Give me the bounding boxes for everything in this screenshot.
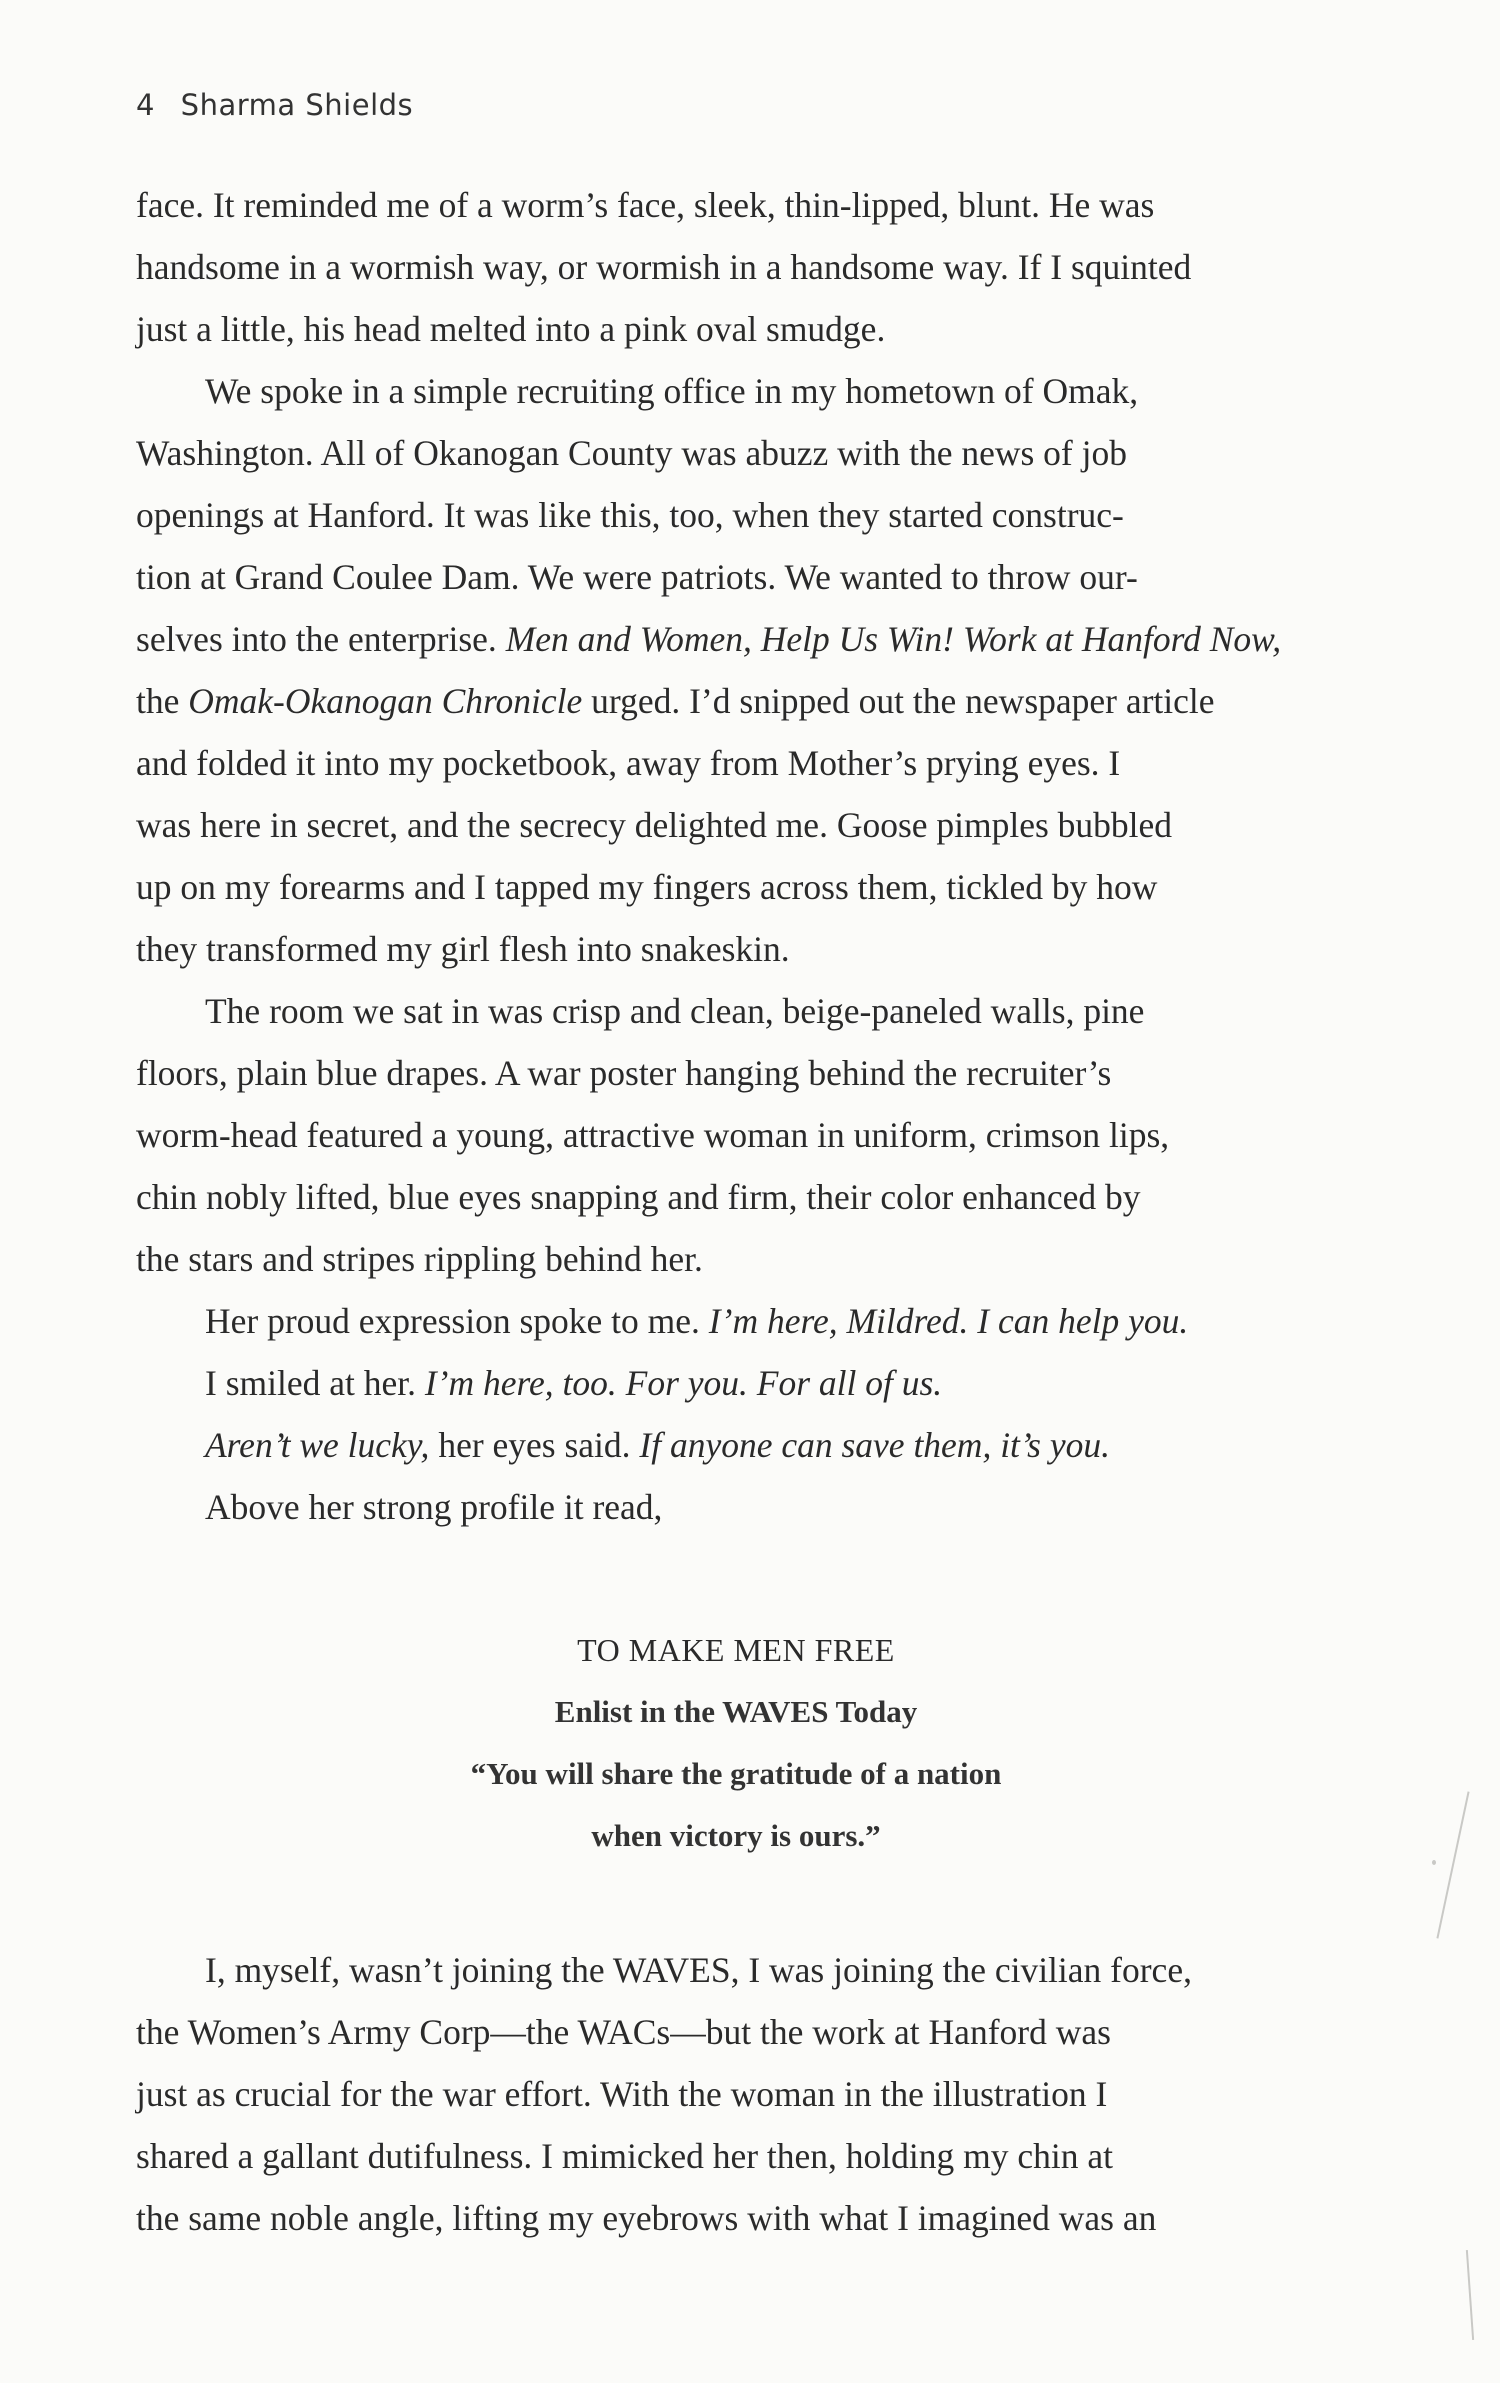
body-text-after-poster: [136, 1939, 1336, 2249]
running-header: [136, 88, 413, 122]
text-line: [136, 1352, 1336, 1414]
text-line: [136, 1939, 1336, 2001]
text-segment: I smiled at her.: [205, 1363, 425, 1403]
text-line: [136, 794, 1336, 856]
text-line: [136, 1414, 1336, 1476]
text-segment: shared a gallant dutifulness. I mimicked her then, holding my chin at: [136, 2136, 1113, 2176]
text-segment: worm-head featured a young, attractive woman in uniform, crimson lips,: [136, 1115, 1170, 1155]
text-segment: The room we sat in was crisp and clean, beige-paneled walls, pine: [205, 991, 1145, 1031]
italic-text: Men and Women, Help Us Win! Work at Hanford Now,: [505, 619, 1282, 659]
text-segment: and folded it into my pocketbook, away from Mother’s prying eyes. I: [136, 743, 1121, 783]
text-line: [136, 236, 1336, 298]
page-number: 4: [136, 88, 155, 122]
poster-enlist-line: Enlist in the WAVES Today: [554, 1694, 918, 1729]
text-segment: the: [136, 681, 189, 721]
text-line: [136, 856, 1336, 918]
text-segment: Washington. All of Okanogan County was abuzz with the news of job: [136, 433, 1127, 473]
poster-quote-line-1: “You will share the gratitude of a nation: [470, 1756, 1002, 1791]
text-line: [136, 1228, 1336, 1290]
text-segment: her eyes said.: [429, 1425, 640, 1465]
italic-text: Omak-Okanogan Chronicle: [188, 681, 583, 721]
text-line: [136, 980, 1336, 1042]
body-text-before-poster: [136, 174, 1336, 1538]
text-segment: they transformed my girl flesh into snakeskin.: [136, 929, 790, 969]
text-segment: openings at Hanford. It was like this, too, when they started construc-: [136, 495, 1124, 535]
text-line: [136, 2187, 1336, 2249]
text-segment: selves into the enterprise.: [136, 619, 506, 659]
text-segment: Her proud expression spoke to me.: [205, 1301, 709, 1341]
text-segment: Above her strong profile it read,: [205, 1487, 663, 1527]
text-segment: tion at Grand Coulee Dam. We were patriots. We wanted to throw our-: [136, 557, 1138, 597]
text-line: [136, 2125, 1336, 2187]
poster-quote: [136, 1619, 1336, 1867]
text-segment: was here in secret, and the secrecy delighted me. Goose pimples bubbled: [136, 805, 1173, 845]
text-line: [136, 1290, 1336, 1352]
italic-text: I’m here, too. For you. For all of us.: [424, 1363, 943, 1403]
text-line: [136, 298, 1336, 360]
text-line: [136, 608, 1336, 670]
text-line: [136, 1042, 1336, 1104]
scan-artifact-line: [1466, 2250, 1474, 2340]
scan-artifact-line: [1436, 1791, 1469, 1938]
scan-artifact-dot: [1432, 1860, 1436, 1865]
text-line: [136, 546, 1336, 608]
italic-text: I’m here, Mildred. I can help you.: [708, 1301, 1189, 1341]
text-line: [136, 360, 1336, 422]
text-line: [136, 2001, 1336, 2063]
text-line: [136, 732, 1336, 794]
poster-quote-line-2: when victory is ours.”: [591, 1818, 881, 1853]
text-segment: urged. I’d snipped out the newspaper article: [582, 681, 1215, 721]
text-segment: face. It reminded me of a worm’s face, sleek, thin-lipped, blunt. He was: [136, 185, 1155, 225]
text-segment: We spoke in a simple recruiting office in my hometown of Omak,: [205, 371, 1139, 411]
text-segment: the stars and stripes rippling behind her.: [136, 1239, 703, 1279]
text-line: [136, 484, 1336, 546]
text-segment: floors, plain blue drapes. A war poster hanging behind the recruiter’s: [136, 1053, 1112, 1093]
text-line: [136, 174, 1336, 236]
text-segment: I, myself, wasn’t joining the WAVES, I was joining the civilian force,: [205, 1950, 1192, 1990]
poster-title: TO MAKE MEN FREE: [577, 1632, 895, 1668]
text-line: [136, 670, 1336, 732]
author-name: Sharma Shields: [180, 88, 414, 122]
italic-text: If anyone can save them, it’s you.: [639, 1425, 1110, 1465]
text-segment: the Women’s Army Corp—the WACs—but the work at Hanford was: [136, 2012, 1111, 2052]
text-line: [136, 1166, 1336, 1228]
italic-text: Aren’t we lucky,: [205, 1425, 430, 1465]
text-segment: chin nobly lifted, blue eyes snapping and firm, their color enhanced by: [136, 1177, 1141, 1217]
text-line: [136, 918, 1336, 980]
text-line: [136, 1476, 1336, 1538]
text-segment: just a little, his head melted into a pink oval smudge.: [136, 309, 886, 349]
text-segment: up on my forearms and I tapped my fingers across them, tickled by how: [136, 867, 1158, 907]
text-segment: the same noble angle, lifting my eyebrows with what I imagined was an: [136, 2198, 1157, 2238]
text-line: [136, 1104, 1336, 1166]
text-line: [136, 2063, 1336, 2125]
text-segment: just as crucial for the war effort. With the woman in the illustration I: [136, 2074, 1108, 2114]
text-segment: handsome in a wormish way, or wormish in a handsome way. If I squinted: [136, 247, 1192, 287]
text-line: [136, 422, 1336, 484]
